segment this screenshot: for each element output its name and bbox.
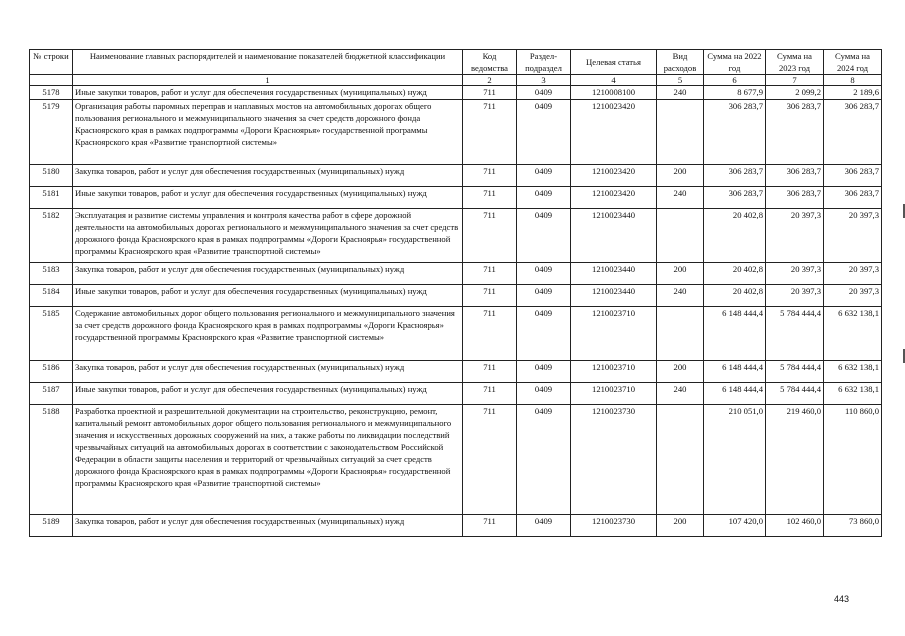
row-amount-2023: 20 397,3 xyxy=(766,263,824,285)
row-amount-2024: 306 283,7 xyxy=(824,100,882,165)
row-expense-type xyxy=(657,307,704,361)
row-expense-type: 200 xyxy=(657,361,704,383)
col-number: 4 xyxy=(571,75,657,86)
row-target-code: 1210023710 xyxy=(571,383,657,405)
row-name: Эксплуатация и развитие системы управления и контроля качества работ в сфере дорожной деятельности на автомобильных дорогах регионального и межмуниципального значения за счет средств дорожного фонда Красноярского края в рамках подпрограммы «Дороги Красноярья» государственной программы Красноярского края «Развитие транспортной системы» xyxy=(73,209,463,263)
row-amount-2022: 20 402,8 xyxy=(704,263,766,285)
row-expense-type: 240 xyxy=(657,86,704,100)
table-row xyxy=(30,405,882,515)
row-target-code: 1210023710 xyxy=(571,361,657,383)
row-name: Иные закупки товаров, работ и услуг для обеспечения государственных (муниципальных) нужд xyxy=(73,285,463,307)
table-row xyxy=(30,263,882,285)
table-row xyxy=(30,165,882,187)
row-number: 5187 xyxy=(30,383,73,405)
row-number: 5182 xyxy=(30,209,73,263)
row-target-code: 1210023440 xyxy=(571,209,657,263)
row-section-code: 0409 xyxy=(517,405,571,515)
row-amount-2023: 5 784 444,4 xyxy=(766,383,824,405)
row-dept-code: 711 xyxy=(463,307,517,361)
row-expense-type: 240 xyxy=(657,383,704,405)
row-amount-2022: 6 148 444,4 xyxy=(704,307,766,361)
row-target-code: 1210008100 xyxy=(571,86,657,100)
row-section-code: 0409 xyxy=(517,515,571,537)
row-amount-2022: 6 148 444,4 xyxy=(704,383,766,405)
row-dept-code: 711 xyxy=(463,165,517,187)
row-name: Разработка проектной и разрешительной документации на строительство, реконструкцию, ремонт, капитальный ремонт автомобильных дорог общего пользования регионального и межмуниципального значения и искусственных дорожных сооружений на них, а также работы по ликвидации последствий чрезвычайных ситуаций на автомобильных дорогах в соответствии с законодательством Российской Федерации в области защиты населения и территорий от чрезвычайных ситуаций за счет средств дорожного фонда Красноярского края в рамках подпрограммы «Дороги Красноярья» государственной программы Красноярского края «Развитие транспортной системы» xyxy=(73,405,463,515)
row-amount-2022: 107 420,0 xyxy=(704,515,766,537)
row-amount-2023: 219 460,0 xyxy=(766,405,824,515)
row-expense-type xyxy=(657,405,704,515)
col-number: 6 xyxy=(704,75,766,86)
row-number: 5185 xyxy=(30,307,73,361)
row-amount-2024: 73 860,0 xyxy=(824,515,882,537)
row-target-code: 1210023710 xyxy=(571,307,657,361)
col-number: 3 xyxy=(517,75,571,86)
row-dept-code: 711 xyxy=(463,515,517,537)
row-section-code: 0409 xyxy=(517,165,571,187)
row-amount-2023: 306 283,7 xyxy=(766,187,824,209)
row-target-code: 1210023730 xyxy=(571,515,657,537)
row-name: Содержание автомобильных дорог общего пользования регионального и межмуниципального значения за счет средств дорожного фонда Красноярского края в рамках подпрограммы «Дороги Красноярья» государственной программы Красноярского края «Развитие транспортной системы» xyxy=(73,307,463,361)
table-row xyxy=(30,285,882,307)
row-section-code: 0409 xyxy=(517,285,571,307)
row-dept-code: 711 xyxy=(463,383,517,405)
row-name: Иные закупки товаров, работ и услуг для обеспечения государственных (муниципальных) нужд xyxy=(73,187,463,209)
row-dept-code: 711 xyxy=(463,361,517,383)
table-row xyxy=(30,187,882,209)
col-number xyxy=(30,75,73,86)
page-number: 443 xyxy=(834,594,850,604)
row-expense-type xyxy=(657,100,704,165)
header-row xyxy=(30,50,882,75)
row-name: Закупка товаров, работ и услуг для обеспечения государственных (муниципальных) нужд xyxy=(73,263,463,285)
row-section-code: 0409 xyxy=(517,383,571,405)
row-amount-2023: 306 283,7 xyxy=(766,165,824,187)
row-number: 5188 xyxy=(30,405,73,515)
col-header-name: Наименование главных распорядителей и наименование показателей бюджетной классификации xyxy=(73,50,463,75)
row-amount-2022: 6 148 444,4 xyxy=(704,361,766,383)
row-amount-2022: 306 283,7 xyxy=(704,165,766,187)
table-row xyxy=(30,209,882,263)
row-section-code: 0409 xyxy=(517,361,571,383)
row-amount-2024: 20 397,3 xyxy=(824,285,882,307)
row-section-code: 0409 xyxy=(517,86,571,100)
row-amount-2024: 20 397,3 xyxy=(824,263,882,285)
row-number: 5180 xyxy=(30,165,73,187)
col-header-2023: Сумма на 2023 год xyxy=(766,50,824,75)
row-section-code: 0409 xyxy=(517,263,571,285)
row-number: 5179 xyxy=(30,100,73,165)
row-section-code: 0409 xyxy=(517,100,571,165)
col-number: 1 xyxy=(73,75,463,86)
row-amount-2024: 306 283,7 xyxy=(824,187,882,209)
row-amount-2024: 110 860,0 xyxy=(824,405,882,515)
row-amount-2022: 210 051,0 xyxy=(704,405,766,515)
row-target-code: 1210023440 xyxy=(571,263,657,285)
row-section-code: 0409 xyxy=(517,187,571,209)
row-dept-code: 711 xyxy=(463,285,517,307)
table-row xyxy=(30,515,882,537)
table-row xyxy=(30,86,882,100)
row-amount-2023: 2 099,2 xyxy=(766,86,824,100)
row-target-code: 1210023420 xyxy=(571,100,657,165)
table-row xyxy=(30,307,882,361)
row-expense-type: 240 xyxy=(657,285,704,307)
row-expense-type xyxy=(657,209,704,263)
row-number: 5183 xyxy=(30,263,73,285)
col-number: 5 xyxy=(657,75,704,86)
col-header-section: Раздел-подраздел xyxy=(517,50,571,75)
row-dept-code: 711 xyxy=(463,187,517,209)
row-dept-code: 711 xyxy=(463,263,517,285)
row-number: 5178 xyxy=(30,86,73,100)
row-amount-2023: 102 460,0 xyxy=(766,515,824,537)
col-number: 8 xyxy=(824,75,882,86)
row-amount-2023: 5 784 444,4 xyxy=(766,307,824,361)
row-amount-2022: 8 677,9 xyxy=(704,86,766,100)
row-name: Закупка товаров, работ и услуг для обеспечения государственных (муниципальных) нужд xyxy=(73,165,463,187)
row-amount-2022: 20 402,8 xyxy=(704,209,766,263)
row-amount-2022: 306 283,7 xyxy=(704,187,766,209)
row-amount-2024: 306 283,7 xyxy=(824,165,882,187)
budget-table xyxy=(29,49,882,537)
column-number-row xyxy=(30,75,882,86)
row-section-code: 0409 xyxy=(517,307,571,361)
row-expense-type: 200 xyxy=(657,165,704,187)
row-name: Закупка товаров, работ и услуг для обеспечения государственных (муниципальных) нужд xyxy=(73,515,463,537)
col-header-target: Целевая статья xyxy=(571,50,657,75)
col-header-num: № строки xyxy=(30,50,73,75)
row-dept-code: 711 xyxy=(463,100,517,165)
row-amount-2024: 2 189,6 xyxy=(824,86,882,100)
row-amount-2022: 20 402,8 xyxy=(704,285,766,307)
row-dept-code: 711 xyxy=(463,209,517,263)
row-name: Закупка товаров, работ и услуг для обеспечения государственных (муниципальных) нужд xyxy=(73,361,463,383)
row-target-code: 1210023420 xyxy=(571,187,657,209)
row-amount-2023: 5 784 444,4 xyxy=(766,361,824,383)
col-header-2024: Сумма на 2024 год xyxy=(824,50,882,75)
col-number: 2 xyxy=(463,75,517,86)
row-amount-2022: 306 283,7 xyxy=(704,100,766,165)
row-name: Организация работы паромных переправ и наплавных мостов на автомобильных дорогах общего пользования регионального и межмуниципального значения за счет средств дорожного фонда Красноярского края в рамках подпрограммы «Дороги Красноярья» государственной программы Красноярского края «Развитие транспортной системы» xyxy=(73,100,463,165)
row-amount-2023: 20 397,3 xyxy=(766,285,824,307)
row-number: 5189 xyxy=(30,515,73,537)
col-number: 7 xyxy=(766,75,824,86)
row-dept-code: 711 xyxy=(463,86,517,100)
row-number: 5186 xyxy=(30,361,73,383)
row-target-code: 1210023730 xyxy=(571,405,657,515)
col-header-type: Вид расходов xyxy=(657,50,704,75)
row-amount-2023: 306 283,7 xyxy=(766,100,824,165)
row-amount-2024: 6 632 138,1 xyxy=(824,383,882,405)
row-expense-type: 200 xyxy=(657,515,704,537)
row-number: 5184 xyxy=(30,285,73,307)
row-expense-type: 240 xyxy=(657,187,704,209)
row-expense-type: 200 xyxy=(657,263,704,285)
col-header-dept: Код ведомства xyxy=(463,50,517,75)
row-number: 5181 xyxy=(30,187,73,209)
row-target-code: 1210023420 xyxy=(571,165,657,187)
row-amount-2023: 20 397,3 xyxy=(766,209,824,263)
row-target-code: 1210023440 xyxy=(571,285,657,307)
col-header-2022: Сумма на 2022 год xyxy=(704,50,766,75)
row-section-code: 0409 xyxy=(517,209,571,263)
row-name: Иные закупки товаров, работ и услуг для обеспечения государственных (муниципальных) нужд xyxy=(73,383,463,405)
table-row xyxy=(30,361,882,383)
row-name: Иные закупки товаров, работ и услуг для обеспечения государственных (муниципальных) нужд xyxy=(73,86,463,100)
row-dept-code: 711 xyxy=(463,405,517,515)
table-row xyxy=(30,383,882,405)
row-amount-2024: 6 632 138,1 xyxy=(824,361,882,383)
row-amount-2024: 6 632 138,1 xyxy=(824,307,882,361)
table-row xyxy=(30,100,882,165)
row-amount-2024: 20 397,3 xyxy=(824,209,882,263)
